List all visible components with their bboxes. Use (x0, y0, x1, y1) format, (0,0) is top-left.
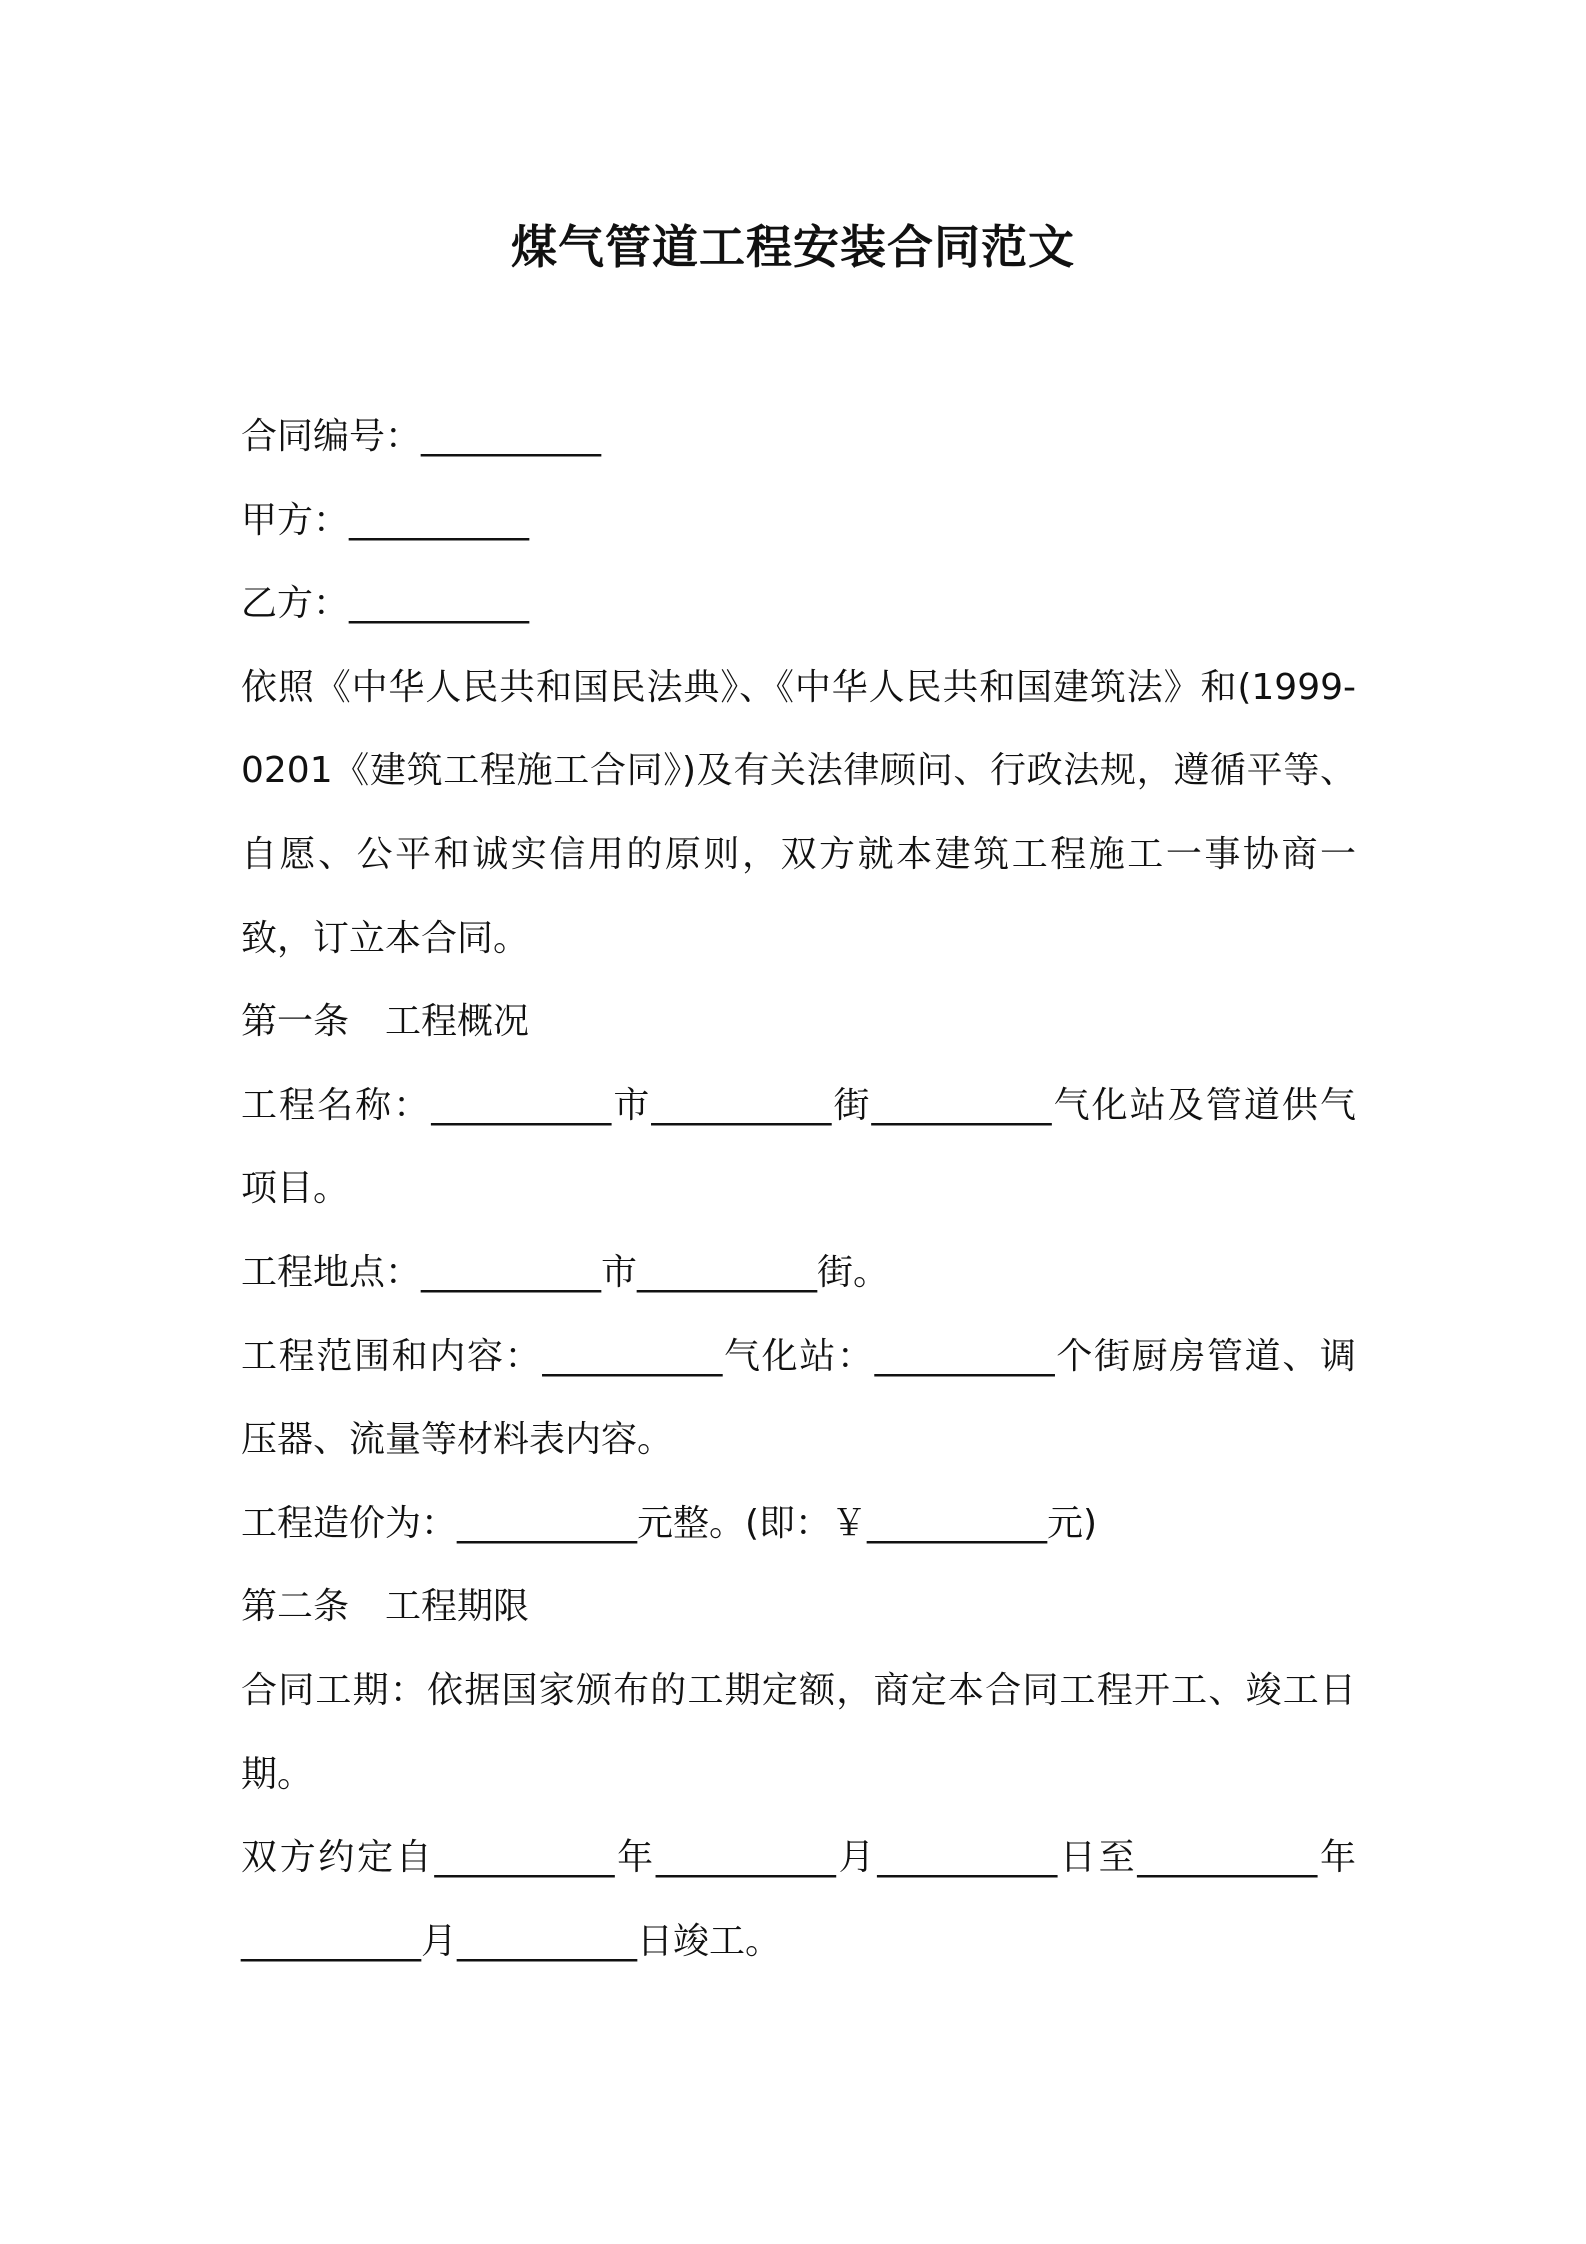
party-a-line: 甲方：__________ (241, 499, 530, 541)
party-b-line: 乙方：__________ (241, 583, 530, 625)
project-cost-line: 工程造价为：__________元整。(即：￥__________元) (241, 1502, 1098, 1544)
article-1-heading: 第一条 工程概况 (241, 1001, 530, 1043)
article-2-heading: 第二条 工程期限 (241, 1586, 530, 1628)
project-name-line: 工程名称：__________市__________街__________气化站及管道供气项目。 (241, 1084, 1356, 1210)
document-body (241, 395, 1356, 1983)
project-scope-line: 工程范围和内容：__________气化站：__________个街厨房管道、调压器、流量等材料表内容。 (241, 1335, 1356, 1461)
document-title: 煤气管道工程安装合同范文 (511, 220, 1075, 274)
agreed-dates-line: 双方约定自__________年__________月__________日至__________年__________月__________日竣工。 (241, 1837, 1356, 1962)
project-location-line: 工程地点：__________市__________街。 (241, 1251, 890, 1293)
contract-period-line: 合同工期：依据国家颁布的工期定额，商定本合同工程开工、竣工日期。 (241, 1669, 1356, 1795)
contract-number-line: 合同编号：__________ (241, 416, 602, 457)
preamble-paragraph: 依照《中华人民共和国民法典》、《中华人民共和国建筑法》和(1999-0201《建筑工程施工合同》)及有关法律顾问、行政法规，遵循平等、自愿、公平和诚实信用的原则，双方就本建筑工程施工一事协商一致，订立本合同。 (241, 666, 1356, 959)
